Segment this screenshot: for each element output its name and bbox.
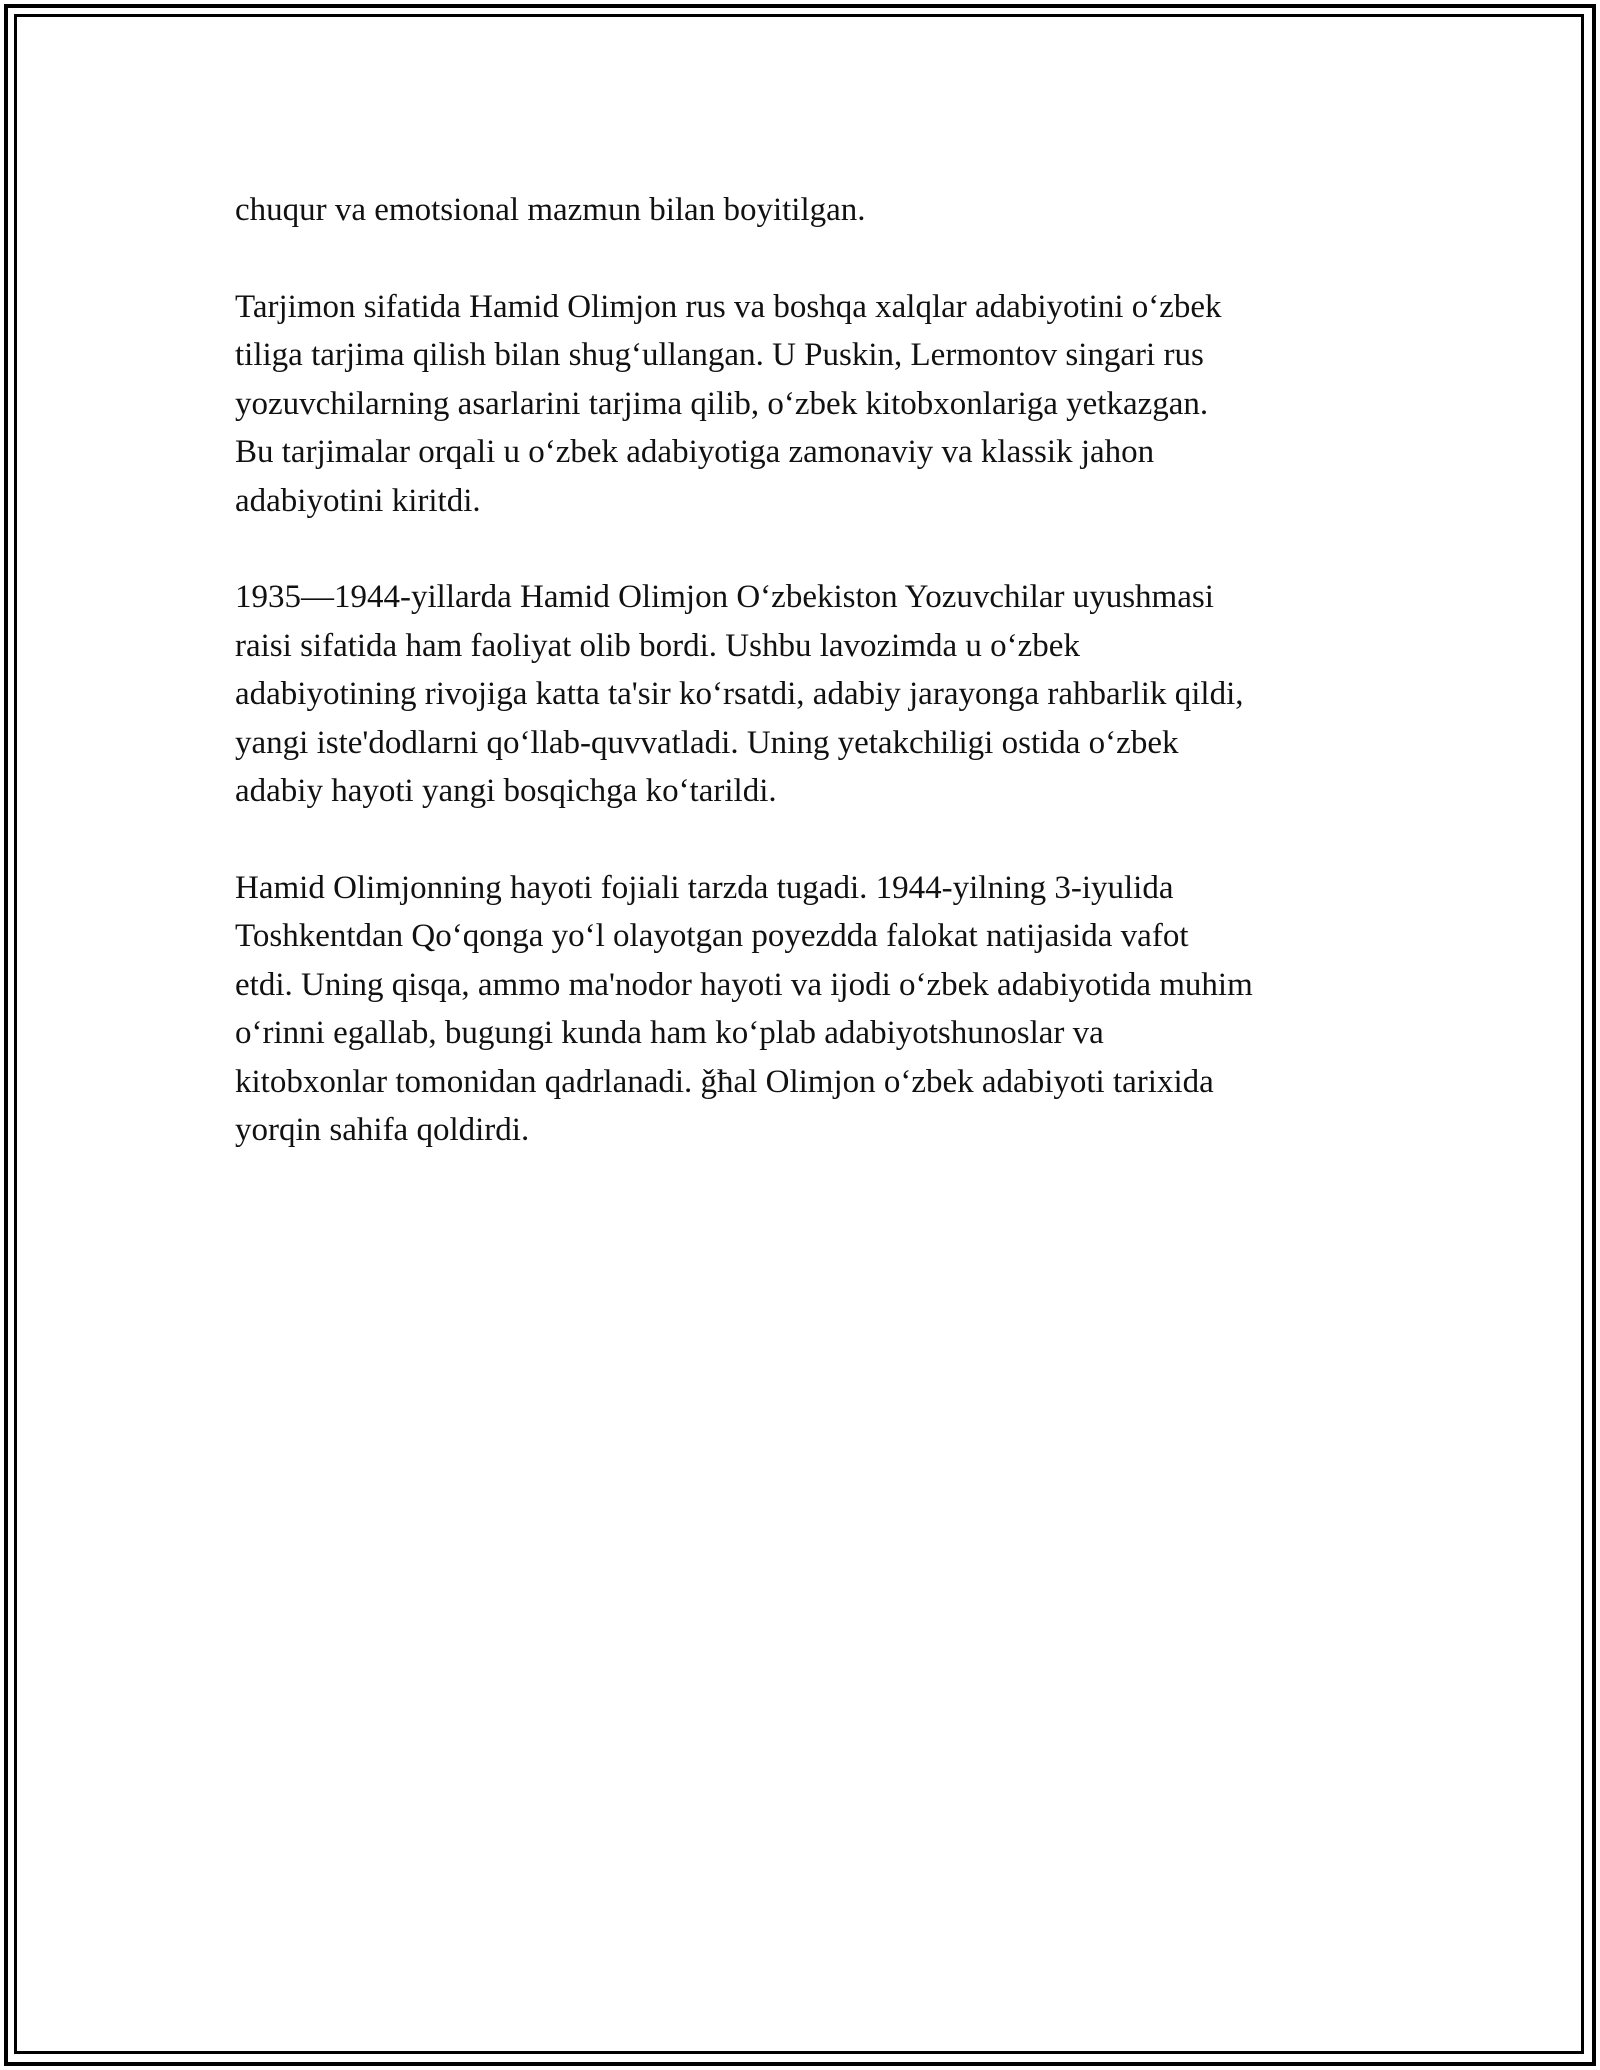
text-line: yangi iste'dodlarni qo‘llab-quvvatladi. Uning yetakchiligi ostida o‘zbek [235,724,1179,761]
paragraph [235,283,1385,526]
text-line: adabiyotini kiritdi. [235,482,481,519]
text-line: raisi sifatida ham faoliyat olib bordi. Ushbu lavozimda u o‘zbek [235,627,1080,664]
text-line: Bu tarjimalar orqali u o‘zbek adabiyotiga zamonaviy va klassik jahon [235,434,1155,470]
text-line: yozuvchilarning asarlarini tarjima qilib, o‘zbek kitobxonlariga yetkazgan. [235,385,1209,422]
text-line: yorqin sahifa qoldirdi. [235,1112,530,1148]
paragraph [235,864,1385,1155]
text-line: 1935—1944-yillarda Hamid Olimjon O‘zbekiston Yozuvchilar uyushmasi [235,579,1214,615]
text-line: adabiyotining rivojiga katta ta'sir ko‘rsatdi, adabiy jarayonga rahbarlik qildi, [235,676,1244,712]
text-line: o‘rinni egallab, bugungi kunda ham ko‘plab adabiyotshunoslar va [235,1015,1104,1051]
text-line: Tarjimon sifatida Hamid Olimjon rus va boshqa xalqlar adabiyotini o‘zbek [235,288,1222,325]
text-line: Toshkentdan Qo‘qonga yo‘l olayotgan poyezdda falokat natijasida vafot [235,918,1189,954]
text-line: Hamid Olimjonning hayoti fojiali tarzda tugadi. 1944-yilning 3-iyulida [235,869,1174,906]
text-line: tiliga tarjima qilish bilan shug‘ullangan. U Puskin, Lermontov singari rus [235,337,1204,373]
text-line: etdi. Uning qisqa, ammo ma'nodor hayoti va ijodi o‘zbek adabiyotida muhim [235,966,1253,1003]
paragraph [235,573,1385,816]
text-line: kitobxonlar tomonidan qadrlanadi. ǧħal Olimjon o‘zbek adabiyoti tarixida [235,1063,1214,1100]
paragraph [235,186,1385,235]
text-line: adabiy hayoti yangi bosqichga ko‘tarildi. [235,773,777,809]
document-body [235,186,1385,1203]
text-line: chuqur va emotsional mazmun bilan boyitilgan. [235,192,866,228]
